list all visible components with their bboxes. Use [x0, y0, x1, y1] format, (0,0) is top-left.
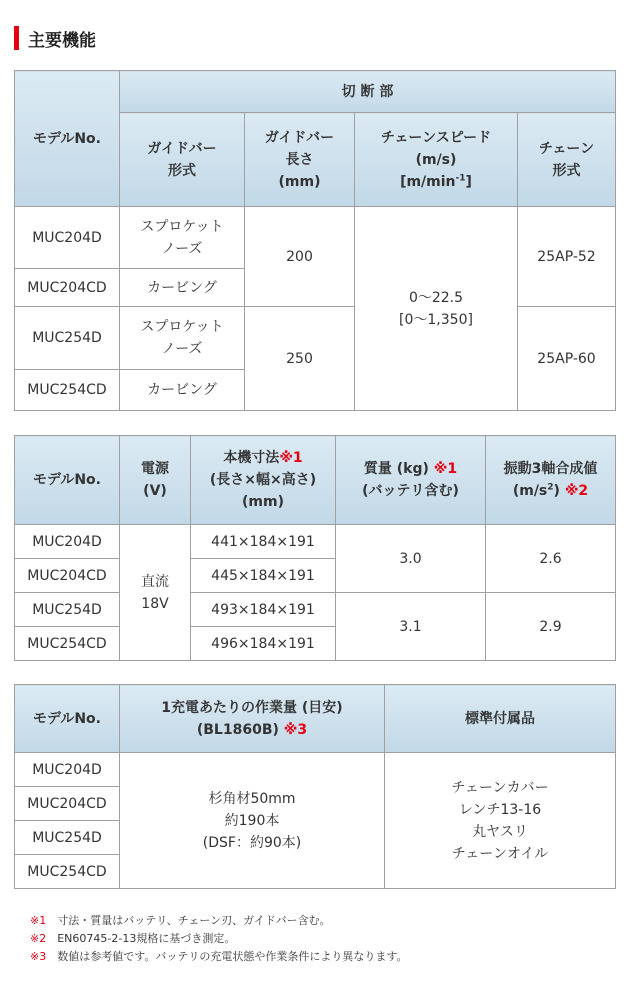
vibration-cell: 2.9 — [486, 593, 616, 661]
guide-type-cell: スプロケット ノーズ — [120, 307, 245, 370]
footnote: ※1 寸法・質量はバッテリ、チェーン刃、ガイドバー含む。 — [30, 914, 331, 927]
model-header: モデルNo. — [15, 685, 120, 753]
vibration-header: 振動3軸合成値 $(m/s^2)$ ※2 — [486, 436, 616, 525]
footnote: ※2 EN60745-2-13規格に基づき測定。 — [30, 932, 236, 945]
power-header: 電源 (V) — [120, 436, 191, 525]
accessories-cell: チェーンカバー レンチ13-16 丸ヤスリ チェーンオイル — [385, 753, 616, 889]
guide-bar-length-header: ガイドバー 長さ (mm) — [245, 113, 355, 207]
model-cell: MUC254D — [15, 821, 120, 855]
chain-speed-cell: 0～22.5 [0～1,350] — [355, 207, 518, 411]
guide-type-cell: カービング — [120, 370, 245, 411]
chain-speed-header: チェーンスピード (m/s) $[m/\min^{-1}]$ — [355, 113, 518, 207]
cutting-group-header: 切 断 部 — [120, 71, 616, 113]
model-header: モデルNo. — [15, 71, 120, 207]
model-cell: MUC204CD — [15, 787, 120, 821]
section-title: 主要機能 — [28, 30, 96, 51]
heading-accent-bar — [14, 26, 19, 50]
dimensions-cell: 441×184×191 — [191, 525, 336, 559]
body-spec-table — [14, 435, 616, 661]
footnote: ※3 数値は参考値です。バッテリの充電状態や作業条件により異なります。 — [30, 950, 408, 963]
guide-length-cell: 200 — [245, 207, 355, 307]
guide-type-cell: スプロケット ノーズ — [120, 207, 245, 269]
model-cell: MUC204D — [15, 525, 120, 559]
chain-type-cell: 25AP-60 — [518, 307, 616, 411]
vibration-cell: 2.6 — [486, 525, 616, 593]
mass-cell: 3.1 — [336, 593, 486, 661]
model-cell: MUC204D — [15, 753, 120, 787]
model-cell: MUC254CD — [15, 855, 120, 889]
dimensions-header: 本機寸法※1 (長さ×幅×高さ) (mm) — [191, 436, 336, 525]
footnotes — [30, 912, 407, 966]
model-cell: MUC254CD — [15, 627, 120, 661]
chain-type-cell: 25AP-52 — [518, 207, 616, 307]
mass-header: 質量 (kg) ※1 (バッテリ含む) — [336, 436, 486, 525]
guide-type-cell: カービング — [120, 269, 245, 307]
work-amount-cell: 杉角材50mm 約190本 (DSF：約90本) — [120, 753, 385, 889]
model-header: モデルNo. — [15, 436, 120, 525]
model-cell: MUC254D — [15, 593, 120, 627]
dimensions-cell: 496×184×191 — [191, 627, 336, 661]
dimensions-cell: 445×184×191 — [191, 559, 336, 593]
guide-length-cell: 250 — [245, 307, 355, 411]
cutting-spec-table — [14, 70, 616, 411]
model-cell: MUC254CD — [15, 370, 120, 411]
work-amount-header: 1充電あたりの作業量 (目安) (BL1860B) ※3 — [120, 685, 385, 753]
power-cell: 直流 18V — [120, 525, 191, 661]
model-cell: MUC204CD — [15, 559, 120, 593]
work-accessory-table — [14, 684, 616, 889]
mass-cell: 3.0 — [336, 525, 486, 593]
model-cell: MUC204CD — [15, 269, 120, 307]
chain-type-header: チェーン 形式 — [518, 113, 616, 207]
accessories-header: 標準付属品 — [385, 685, 616, 753]
section-heading — [14, 26, 96, 50]
model-cell: MUC254D — [15, 307, 120, 370]
guide-bar-type-header: ガイドバー 形式 — [120, 113, 245, 207]
dimensions-cell: 493×184×191 — [191, 593, 336, 627]
model-cell: MUC204D — [15, 207, 120, 269]
